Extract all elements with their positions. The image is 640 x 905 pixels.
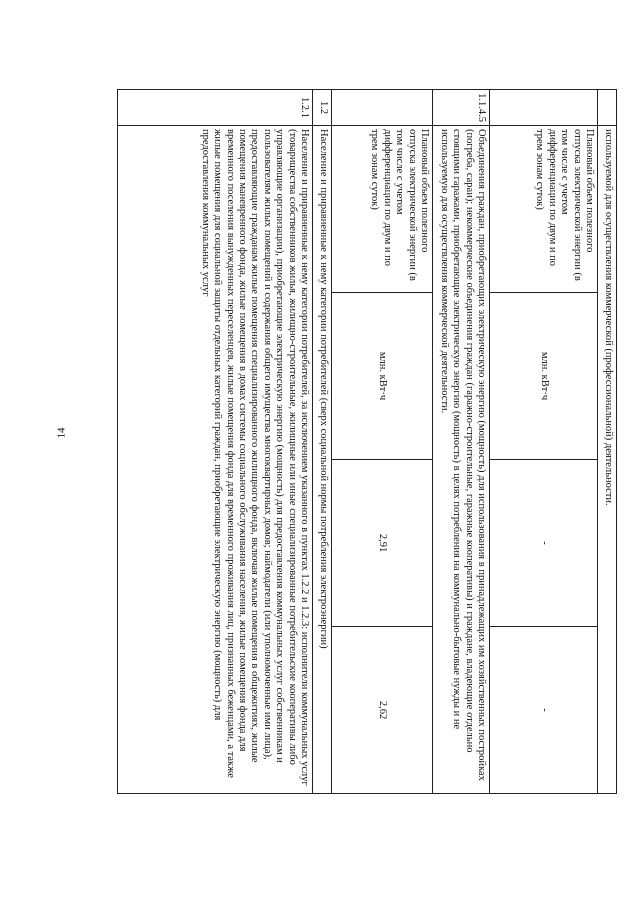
cell-text: используемой для осуществления коммерческой (профессиональной) деятельности. xyxy=(598,126,617,794)
cell-num xyxy=(332,90,433,126)
page-number: 14 xyxy=(55,427,68,439)
cell-num: 1.1.4.5 xyxy=(433,90,490,126)
cell-value-2: - xyxy=(490,627,598,794)
cell-num: 1.2 xyxy=(313,90,332,126)
cell-value-1: 2,91 xyxy=(332,460,433,627)
cell-text: Объединения граждан, приобретающих электрическую энергию (мощность) для использования в принадлежащих им хозяйственных постройках (погреба, сараи); некоммерческие объединения граждан (гаражно-строительные, гаражные кооперативы) и граждане, владеющие отдельно стоящими гаражами, приобретающие электрическую энергию (мощность) в целях потребления на коммунально-бытовые нужды и не используемую для осуществления коммерческой деятельности. xyxy=(433,126,490,794)
tariff-table xyxy=(117,89,617,794)
cell-num xyxy=(598,90,617,126)
table-row xyxy=(332,90,433,794)
cell-text: Население и приравненные к нему категории потребителей (сверх социальной нормы потребления электроэнергии) xyxy=(313,126,332,794)
cell-text: Население и приравненные к нему категории потребителей, за исключением указанного в пунктах 1.2.2 и 1.2.3: исполнители коммунальных услуг (товарищества собственников жилья, жилищно-строительные, жилищные или иные специализированные потребительские кооперативы либо управляющие организации), приобретающие электрическую энергию (мощность) для предоставления коммунальных услуг собственникам и пользователям жилых помещений и содержания общего имущества многоквартирных домов; наймодатели (или уполномоченные ими лица), предоставляющие гражданам жилые помещения специализированного жилищного фонда, включая жилые помещения в общежитиях, жилые помещения маневренного фонда, жилые помещения в домах системы социального обслуживания населения, жилые помещения фонда для временного поселения вынужденных переселенцев, жилые помещения фонда для временного проживания лиц, признанных беженцами, а также жилые помещения для социальной защиты отдельных категорий граждан, приобретающие электрическую энергию (мощность) для предоставления коммунальных услуг xyxy=(118,126,313,794)
cell-unit: млн. кВт·ч xyxy=(490,293,598,460)
cell-value-1: - xyxy=(490,460,598,627)
cell-value-2: 2,62 xyxy=(332,627,433,794)
cell-num: 1.2.1 xyxy=(118,90,313,126)
table-row xyxy=(490,90,598,794)
tariff-table-rotated xyxy=(102,89,617,794)
table-row xyxy=(598,90,617,794)
cell-unit: млн. кВт·ч xyxy=(332,293,433,460)
cell-label: Плановый объем полезного отпуска электрической энергии (в том числе с учетом дифференциации по двум и по трем зонам суток) xyxy=(332,126,433,293)
cell-label: Плановый объем полезного отпуска электрической энергии (в том числе с учетом дифференциации по двум и по трем зонам суток) xyxy=(490,126,598,293)
table-row xyxy=(433,90,490,794)
cell-num xyxy=(490,90,598,126)
table-row xyxy=(118,90,313,794)
table-row xyxy=(313,90,332,794)
